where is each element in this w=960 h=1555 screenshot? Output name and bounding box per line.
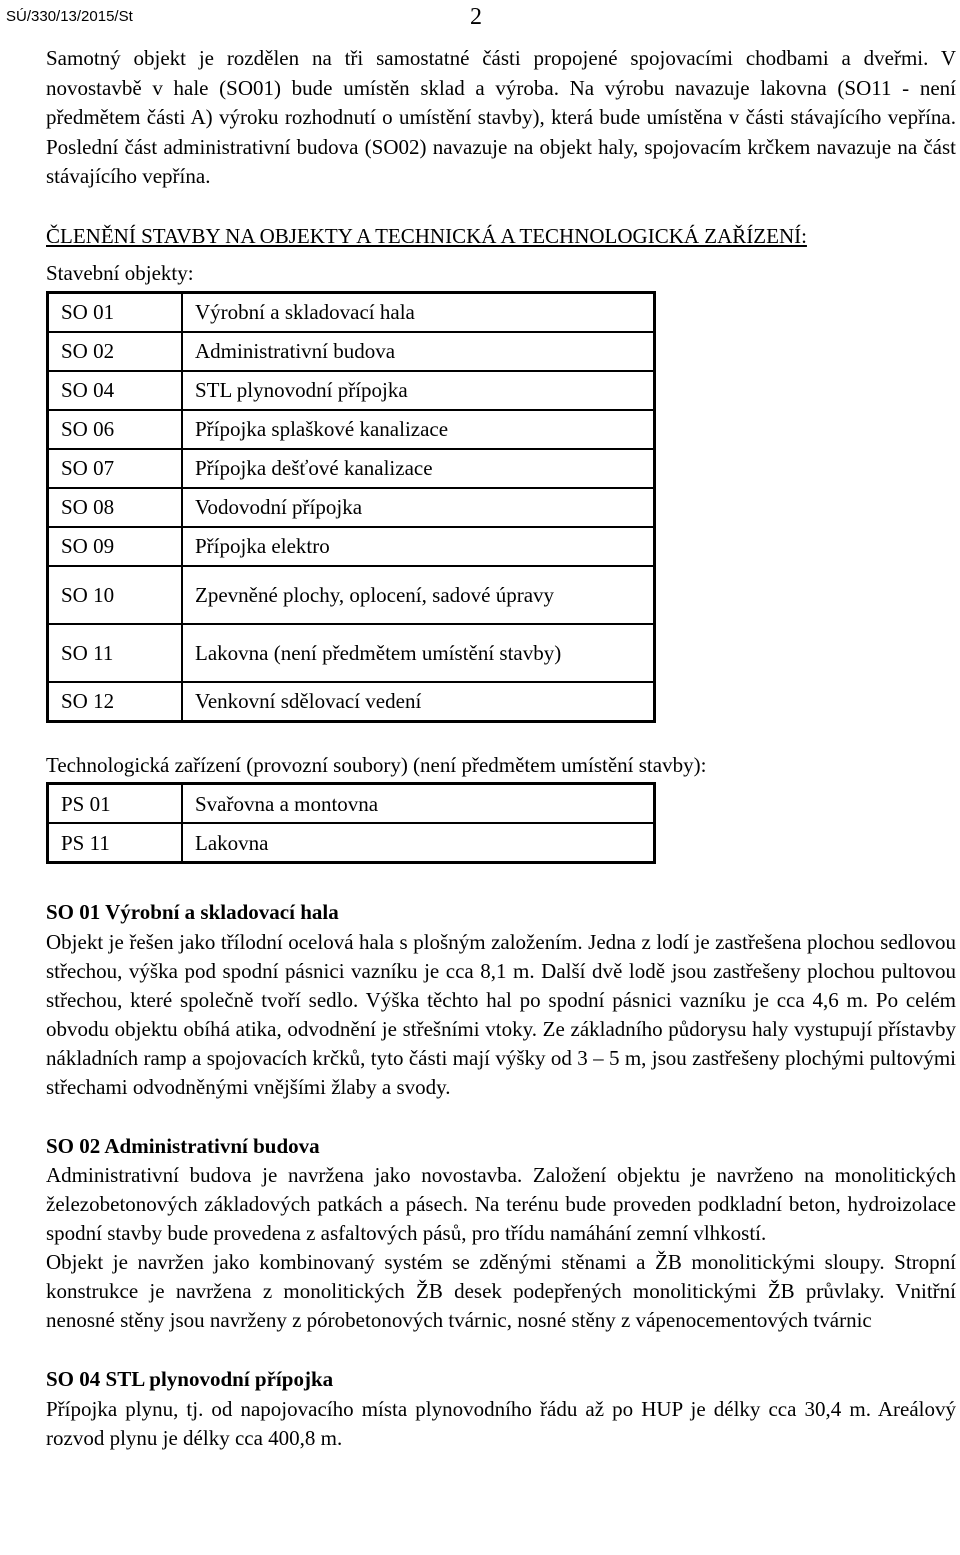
section-paragraph: Objekt je navržen jako kombinovaný systém se zděnými stěnami a ŽB monolitickými sloupy. Stropní konstrukce je navržena z monolitických ŽB desek podepřených monolitickými ŽB průvlaky. Vnitřní nenosné stěny jsou navrženy z pórobetonových tvárnic, nosné stěny z vápenocementových tvárnic xyxy=(46,1250,956,1332)
object-name: Svařovna a montovna xyxy=(182,784,655,824)
table-row xyxy=(48,332,655,371)
section-body-so04 xyxy=(46,1395,956,1453)
table-row xyxy=(48,410,655,449)
building-objects-label: Stavební objekty: xyxy=(46,261,194,285)
section-title-so04: SO 04 STL plynovodní přípojka xyxy=(46,1367,334,1391)
object-code: SO 09 xyxy=(48,527,183,566)
object-code: SO 10 xyxy=(48,566,183,624)
object-code: SO 07 xyxy=(48,449,183,488)
object-code: SO 11 xyxy=(48,624,183,682)
table-row xyxy=(48,624,655,682)
section-body-so02 xyxy=(46,1161,956,1335)
page-number: 2 xyxy=(470,4,482,30)
intro-paragraph: Samotný objekt je rozdělen na tři samostatné části propojené spojovacími chodbami a dveřmi. V novostavbě v hale (SO01) bude umístěn sklad a výroba. Na výrobu navazuje lakovna (SO11 - není předmětem části A) výroku rozhodnutí o umístění stavby), která bude umístěna v části stávajícího vepřína. Poslední část administrativní budova (SO02) navazuje na objekt haly, spojovacím krčkem navazuje na část stávajícího vepřína. xyxy=(46,46,956,188)
object-code: SO 01 xyxy=(48,292,183,332)
object-name: Lakovna (není předmětem umístění stavby) xyxy=(182,624,655,682)
table-row xyxy=(48,784,655,824)
object-name: Přípojka dešťové kanalizace xyxy=(182,449,655,488)
object-code: SO 06 xyxy=(48,410,183,449)
tech-objects-table xyxy=(46,782,656,864)
table-row xyxy=(48,566,655,624)
object-name: STL plynovodní přípojka xyxy=(182,371,655,410)
table-row xyxy=(48,527,655,566)
section-paragraph: Přípojka plynu, tj. od napojovacího místa plynovodního řádu až po HUP je délky cca 30,4 m. Areálový rozvod plynu je délky cca 400,8 m. xyxy=(46,1396,956,1450)
table-row xyxy=(48,488,655,527)
object-name: Přípojka splaškové kanalizace xyxy=(182,410,655,449)
table-row xyxy=(48,292,655,332)
table-row xyxy=(48,449,655,488)
table-row xyxy=(48,682,655,722)
object-code: PS 01 xyxy=(48,784,183,824)
object-name: Lakovna xyxy=(182,823,655,863)
table-row xyxy=(48,371,655,410)
object-code: SO 04 xyxy=(48,371,183,410)
object-name: Vodovodní přípojka xyxy=(182,488,655,527)
object-code: SO 08 xyxy=(48,488,183,527)
object-name: Přípojka elektro xyxy=(182,527,655,566)
object-name: Administrativní budova xyxy=(182,332,655,371)
section-title-so01: SO 01 Výrobní a skladovací hala xyxy=(46,900,339,924)
tech-objects-label: Technologická zařízení (provozní soubory) (není předmětem umístění stavby): xyxy=(46,752,707,777)
section-body-so01 xyxy=(46,928,956,1102)
building-objects-table xyxy=(46,291,656,723)
object-code: SO 02 xyxy=(48,332,183,371)
object-name: Venkovní sdělovací vedení xyxy=(182,682,655,722)
table-row xyxy=(48,823,655,863)
division-heading: ČLENĚNÍ STAVBY NA OBJEKTY A TECHNICKÁ A TECHNOLOGICKÁ ZAŘÍZENÍ: xyxy=(46,223,807,248)
object-name: Výrobní a skladovací hala xyxy=(182,292,655,332)
object-code: PS 11 xyxy=(48,823,183,863)
object-code: SO 12 xyxy=(48,682,183,722)
document-reference: SÚ/330/13/2015/St xyxy=(6,8,133,25)
section-paragraph: Administrativní budova je navržena jako novostavba. Založení objektu je navrženo na monolitických železobetonových základových patkách a pásech. Na terénu bude proveden podkladní beton, hydroizolace spodní stavby bude provedena z asfaltových pásů, pro třídu namáhání zemní vlhkostí. xyxy=(46,1163,956,1245)
document-body xyxy=(46,44,956,1453)
section-paragraph: Objekt je řešen jako třílodní ocelová hala s plošným založením. Jedna z lodí je zastřešena plochou sedlovou střechou, výška pod spodní pásnici vazníku je cca 8,1 m. Další dvě lodě jsou zastřešeny plochou pultovou střechou, které společně tvoří sedlo. Výška těchto hal po spodní pásnici vazníku je cca 4,6 m. Po celém obvodu objektu obíhá atika, odvodnění je střešními vtoky. Ze základního půdorysu haly vystupují přístavby nákladních ramp a spojovacích krčků, tyto části mají výšky od 3 – 5 m, jsou zastřešeny plochými pultovými střechami odvodněnými vnějšími žlaby a svody. xyxy=(46,929,956,1099)
object-name: Zpevněné plochy, oplocení, sadové úpravy xyxy=(182,566,655,624)
section-title-so02: SO 02 Administrativní budova xyxy=(46,1133,320,1158)
